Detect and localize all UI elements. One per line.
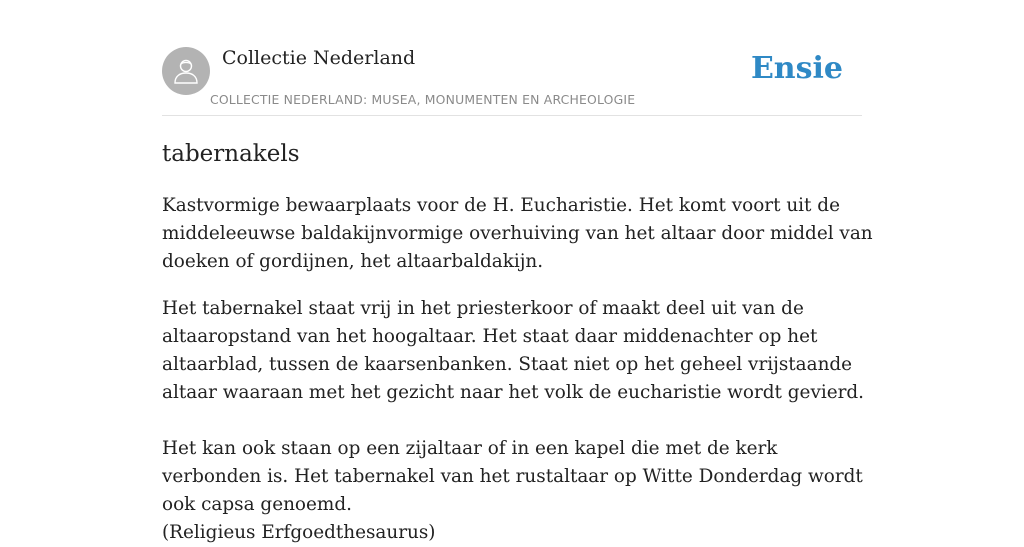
paragraph-break: [162, 407, 874, 435]
description-text: Het kan ook staan op een zijaltaar of in een kapel die met de kerk verbonden is. Het tabernakel van het rustaltaar op Witte Donderdag wordt ook capsa genoemd.: [162, 438, 863, 515]
article: [162, 136, 874, 547]
definition-paragraph: Kastvormige bewaarplaats voor de H. Eucharistie. Het komt voort uit de middeleeuwse baldakijnvormige overhuiving van het altaar door middel van doeken of gordijnen, het altaarbaldakijn.: [162, 195, 873, 272]
user-icon: [171, 56, 201, 86]
description-paragraph: [162, 295, 874, 547]
page-title: tabernakels: [162, 141, 300, 167]
site-name[interactable]: Collectie Nederland: [222, 47, 416, 69]
avatar[interactable]: [162, 47, 210, 95]
brand-logo[interactable]: Ensie: [750, 51, 843, 86]
description-text: Het tabernakel staat vrij in het priesterkoor of maakt deel uit van de altaaropstand van het hoogaltaar. Het staat daar middenachter op het altaarblad, tussen de kaarsenbanken. Staat niet op het geheel vrijstaande altaar waaraan met het gezicht naar het volk de eucharistie wordt gevierd.: [162, 298, 865, 403]
site-subtitle[interactable]: COLLECTIE NEDERLAND: MUSEA, MONUMENTEN EN ARCHEOLOGIE: [210, 92, 636, 107]
header: [162, 46, 862, 116]
source-citation: (Religieus Erfgoedthesaurus): [162, 522, 436, 543]
